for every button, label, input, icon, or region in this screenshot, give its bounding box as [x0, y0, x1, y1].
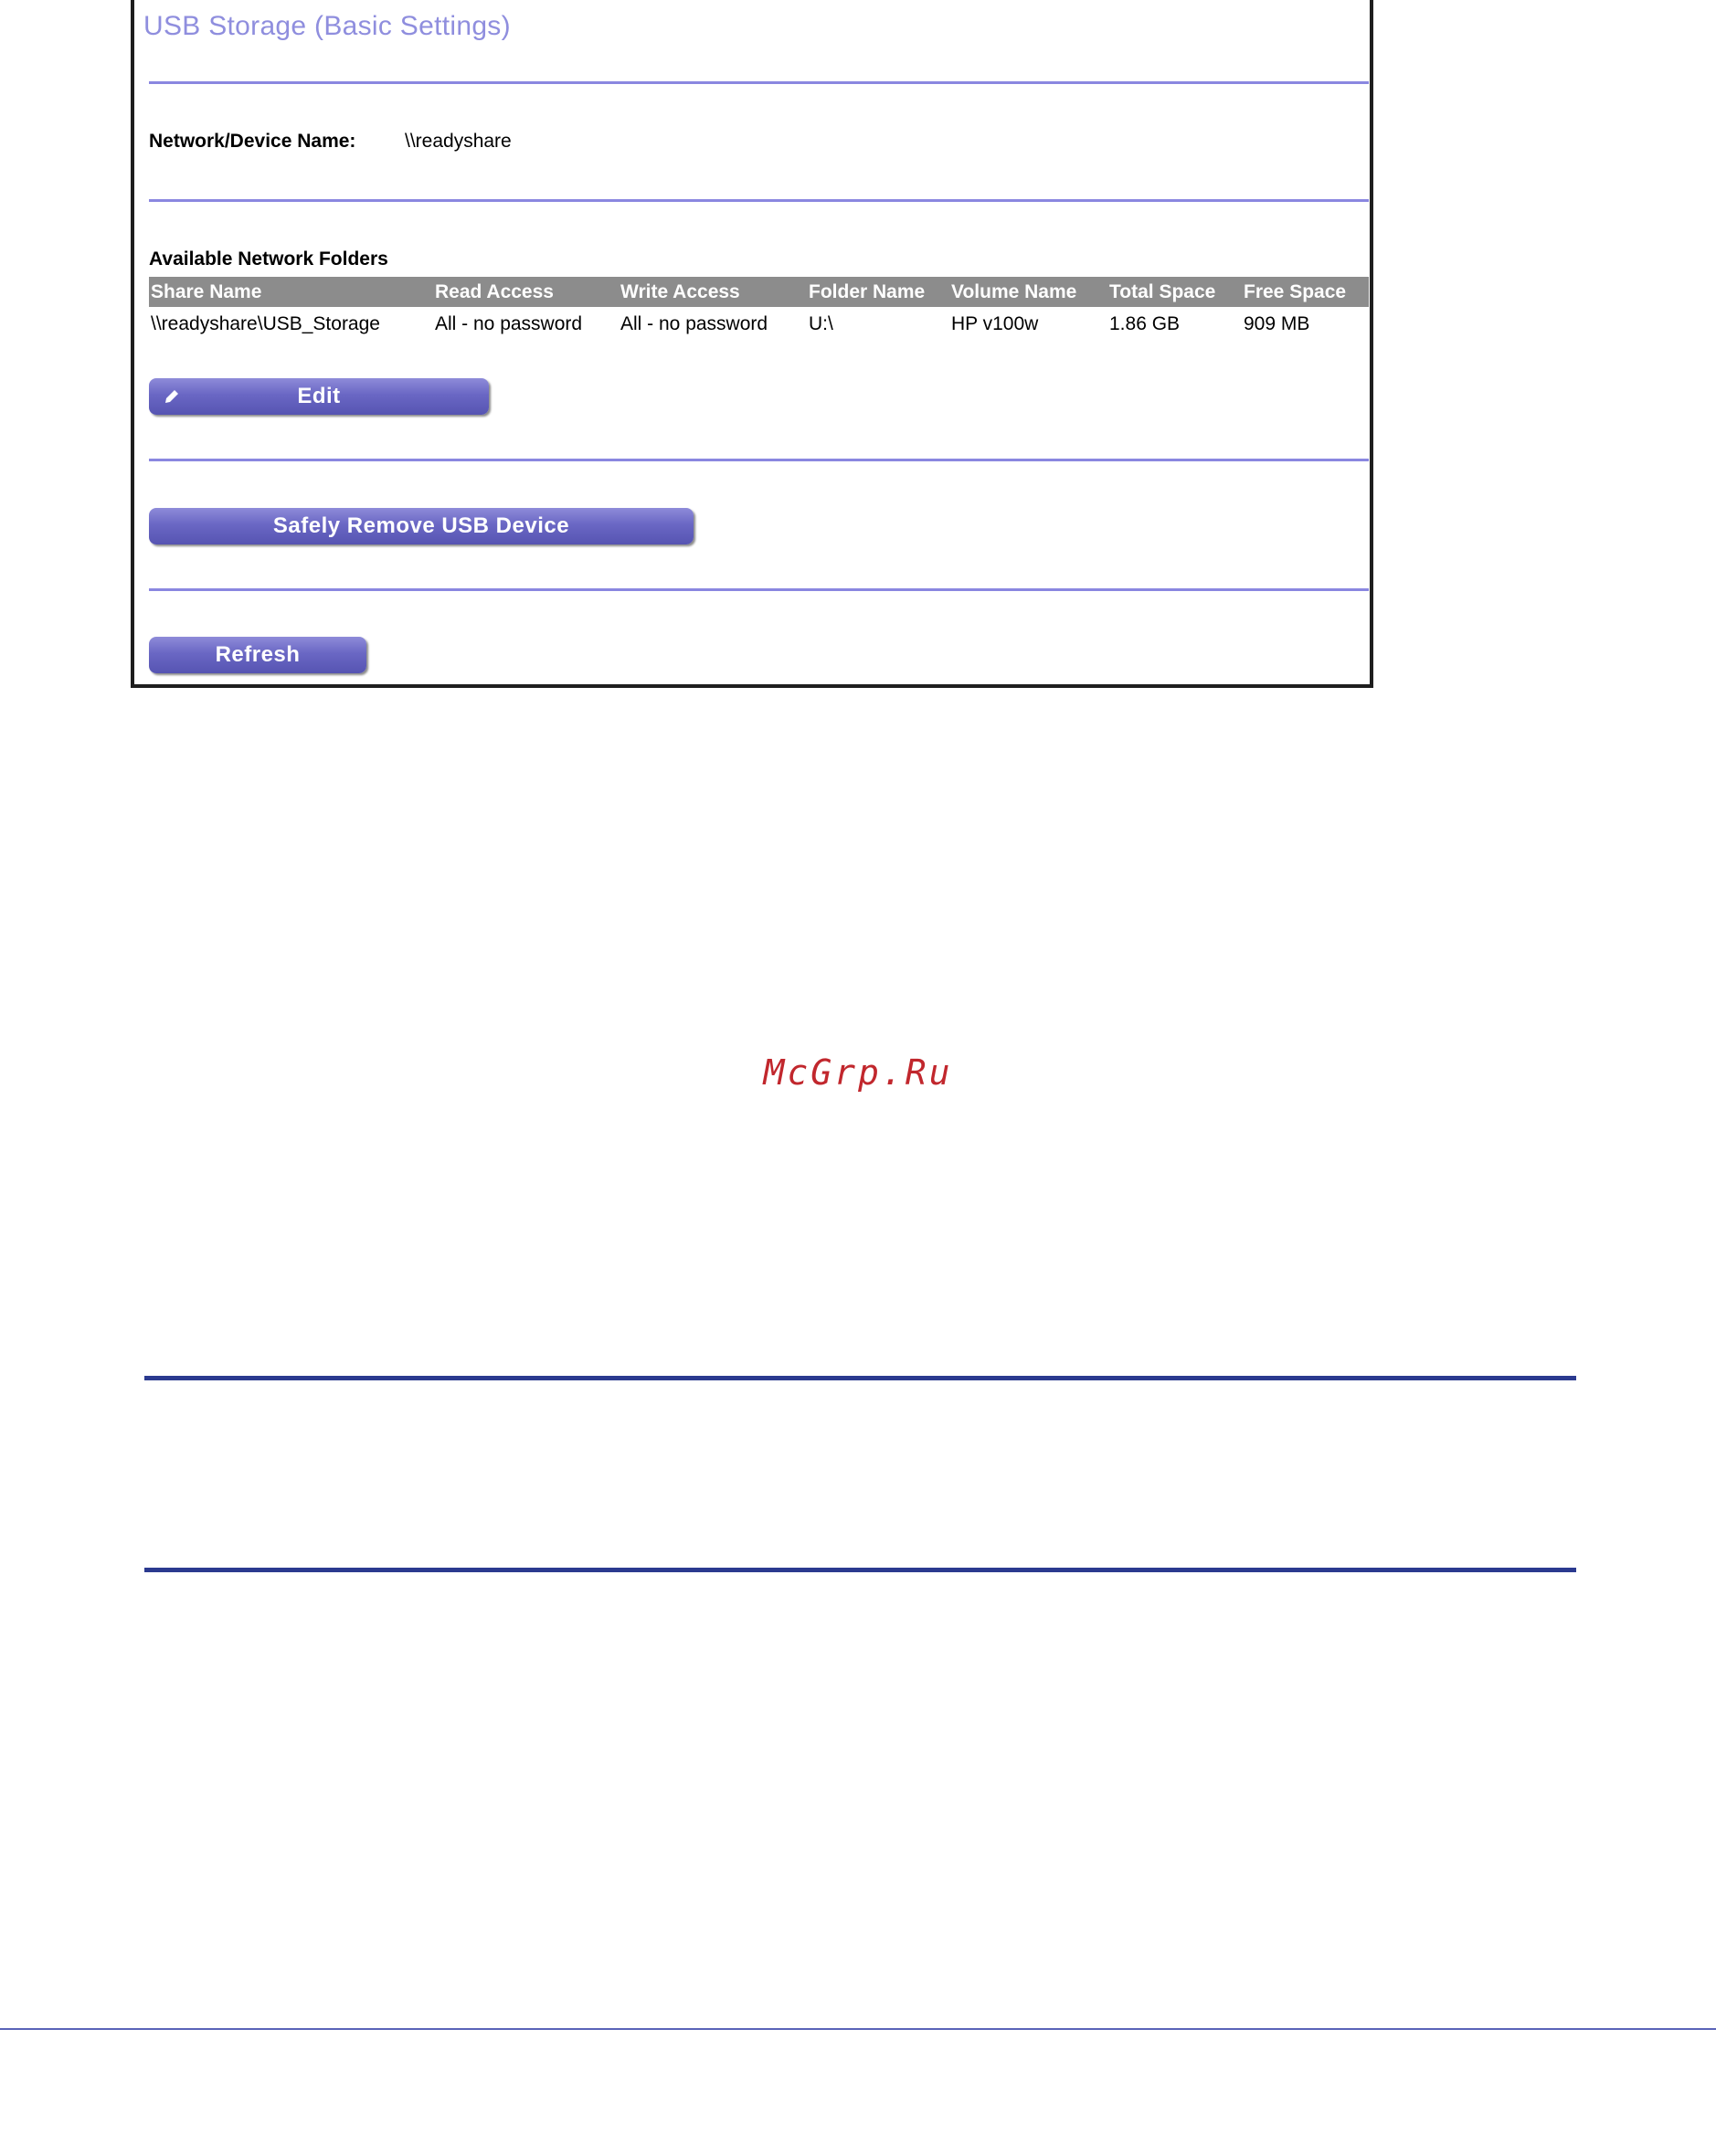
cell-read-access: All - no password	[435, 313, 583, 334]
device-name-value: \\readyshare	[405, 131, 512, 152]
divider	[149, 588, 1369, 591]
cell-write-access: All - no password	[620, 313, 768, 334]
page-rule-middle	[144, 1568, 1576, 1572]
cell-free-space: 909 MB	[1244, 313, 1310, 334]
edit-button[interactable]	[149, 378, 489, 415]
table-row	[149, 307, 1369, 342]
divider	[149, 459, 1369, 461]
edit-button-label: Edit	[297, 384, 341, 408]
cell-folder-name: U:\	[809, 313, 833, 334]
divider	[149, 199, 1369, 202]
column-header-free-space: Free Space	[1242, 277, 1369, 307]
page-rule-footer	[0, 2028, 1716, 2030]
watermark: McGrp.Ru	[763, 1052, 953, 1093]
cell-total-space: 1.86 GB	[1109, 313, 1181, 334]
column-header-share-name: Share Name	[149, 277, 433, 307]
safely-remove-usb-button-label: Safely Remove USB Device	[272, 513, 570, 538]
folders-heading: Available Network Folders	[149, 248, 388, 270]
refresh-button[interactable]	[149, 637, 366, 673]
column-header-write-access: Write Access	[619, 277, 807, 307]
divider	[149, 81, 1369, 84]
pencil-icon	[162, 386, 182, 407]
refresh-button-label: Refresh	[215, 642, 301, 667]
safely-remove-usb-button[interactable]	[149, 508, 694, 544]
device-name-label: Network/Device Name:	[149, 131, 356, 152]
usb-storage-panel	[131, 0, 1373, 688]
cell-volume-name: HP v100w	[951, 313, 1039, 334]
folders-table	[149, 277, 1369, 342]
page-rule-top	[144, 1376, 1576, 1380]
table-header-row	[149, 277, 1369, 307]
column-header-total-space: Total Space	[1107, 277, 1242, 307]
column-header-volume-name: Volume Name	[949, 277, 1107, 307]
column-header-read-access: Read Access	[433, 277, 619, 307]
page-title: USB Storage (Basic Settings)	[143, 11, 511, 41]
column-header-folder-name: Folder Name	[807, 277, 949, 307]
cell-share-name: \\readyshare\USB_Storage	[151, 313, 380, 334]
